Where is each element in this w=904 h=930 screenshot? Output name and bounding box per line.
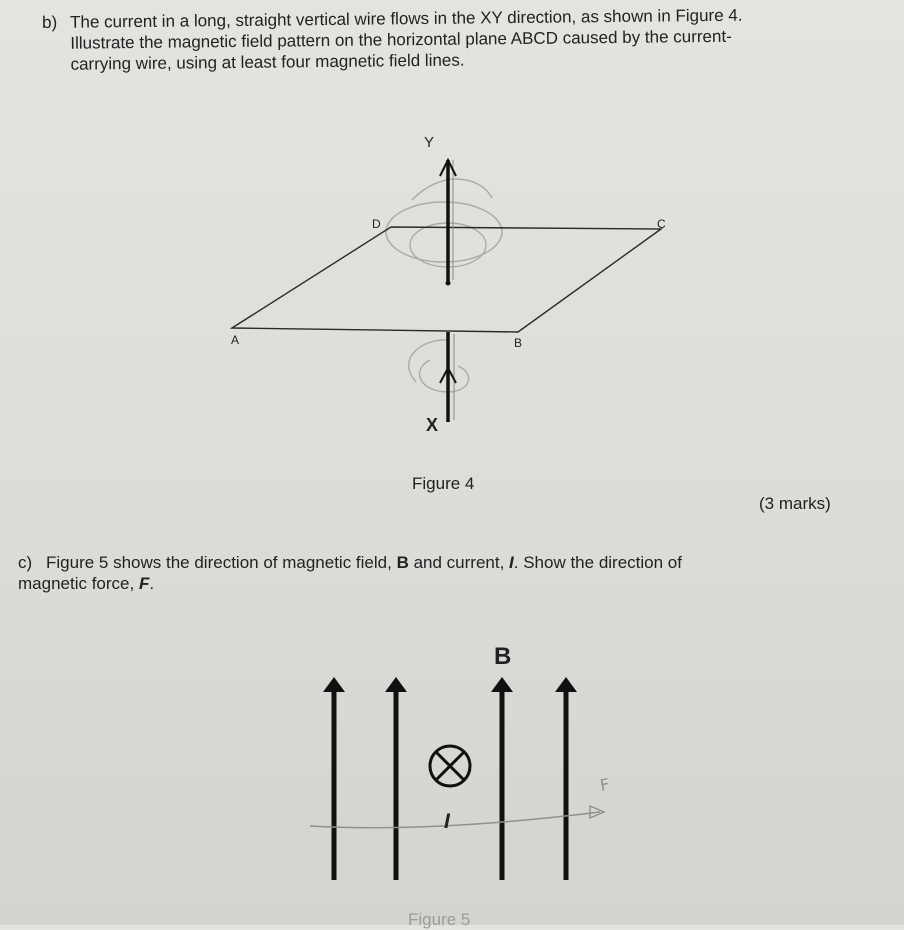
label-d: D bbox=[372, 217, 381, 231]
label-c: C bbox=[657, 217, 666, 231]
figure-4-caption: Figure 4 bbox=[412, 474, 475, 493]
question-c-text-5: . bbox=[149, 574, 155, 593]
label-y: Y bbox=[424, 134, 435, 151]
question-c-i: I bbox=[509, 553, 514, 572]
question-c-label: c) bbox=[18, 553, 33, 572]
pencil-field-lines bbox=[386, 179, 502, 392]
question-b-line-1: The current in a long, straight vertical wire flows in the XY direction, as shown in Figure 4. bbox=[70, 5, 743, 32]
wire-end-dot bbox=[446, 281, 451, 286]
question-c-text-2: and current, bbox=[408, 553, 510, 572]
question-c-f: F bbox=[138, 574, 150, 593]
question-c-text-4: magnetic force, bbox=[18, 574, 139, 593]
label-x: X bbox=[426, 415, 439, 435]
question-c-text-1: Figure 5 shows the direction of magnetic field, bbox=[46, 553, 397, 572]
pencil-force-line bbox=[310, 812, 600, 828]
current-into-page-icon bbox=[430, 746, 470, 786]
field-arrow-3 bbox=[491, 677, 513, 692]
question-b-line-3: carrying wire, using at least four magnetic field lines. bbox=[70, 50, 465, 74]
marks-b: (3 marks) bbox=[759, 494, 831, 513]
label-b: B bbox=[514, 336, 523, 350]
figure-5-diagram bbox=[310, 643, 611, 880]
label-a: A bbox=[231, 333, 240, 347]
question-b-label: b) bbox=[42, 12, 58, 32]
question-c-text-3: . Show the direction of bbox=[513, 553, 682, 572]
figure-5-caption: Figure 5 bbox=[408, 910, 471, 929]
field-arrow-1 bbox=[323, 677, 345, 692]
question-c bbox=[18, 552, 858, 594]
label-i-current: I bbox=[444, 810, 450, 833]
field-arrow-4 bbox=[555, 677, 577, 692]
question-c-b: B bbox=[396, 553, 409, 572]
field-arrow-2 bbox=[385, 677, 407, 692]
question-b-line-2: Illustrate the magnetic field pattern on the horizontal plane ABCD caused by the current- bbox=[70, 26, 732, 53]
label-b-field: B bbox=[494, 643, 512, 670]
handwritten-f: F bbox=[598, 774, 611, 795]
